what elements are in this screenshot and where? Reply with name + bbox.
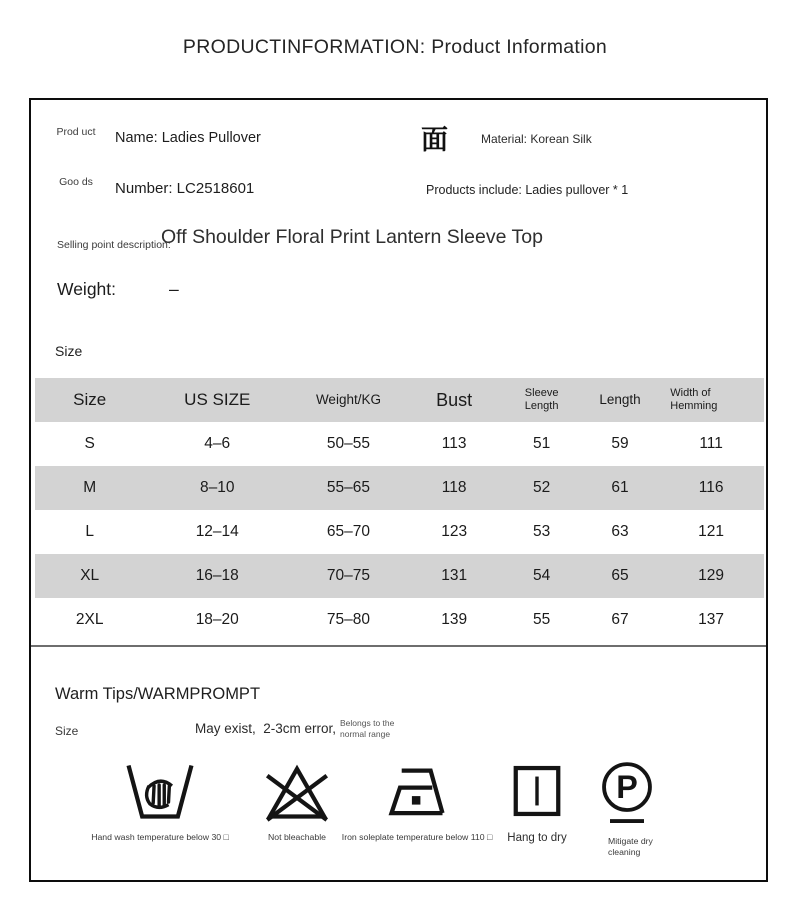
cell-size: S (84, 435, 95, 453)
col-header-width-of-hemming: Width of Hemming (670, 387, 718, 412)
care-label: Iron soleplate temperature below 110 □ (341, 832, 493, 842)
size-table-header-row (35, 378, 764, 422)
cell-bust: 123 (441, 523, 468, 541)
col-header-sleeve-length: Sleeve Length (524, 387, 559, 412)
cell-us-size: 16–18 (195, 567, 239, 585)
table-row-xl (35, 554, 764, 598)
cell-hem: 129 (698, 567, 725, 585)
cell-bust: 131 (441, 567, 468, 585)
cell-sleeve: 53 (533, 523, 551, 541)
cell-us-size: 12–14 (195, 523, 239, 541)
table-row-m (35, 466, 764, 510)
hand-wash-icon (126, 758, 194, 824)
content-frame (29, 98, 768, 882)
cell-weight: 55–65 (326, 479, 370, 497)
cell-size: M (83, 479, 97, 497)
product-number: Number: LC2518601 (115, 180, 255, 197)
warm-tips-note: May exist, 2-3cm error, (195, 721, 337, 736)
cell-weight: 75–80 (326, 611, 370, 629)
page-title: PRODUCTINFORMATION: Product Information (182, 36, 608, 58)
p-letter: P (616, 769, 638, 806)
cell-us-size: 18–20 (195, 611, 239, 629)
cell-length: 61 (611, 479, 629, 497)
product-name: Name: Ladies Pullover (115, 130, 261, 146)
cell-hem: 121 (698, 523, 725, 541)
cell-sleeve: 54 (533, 567, 551, 585)
cell-length: 59 (611, 435, 629, 453)
not-bleachable-icon (263, 758, 331, 824)
care-item-dry-clean (557, 758, 697, 868)
cell-sleeve: 52 (533, 479, 551, 497)
cell-hem: 137 (698, 611, 725, 629)
material-value: Material: Korean Silk (481, 132, 592, 146)
table-row-s (35, 422, 764, 466)
col-header-size: Size (73, 390, 107, 410)
warm-tips-size-label: Size (55, 724, 79, 738)
cell-bust: 113 (441, 435, 467, 453)
col-header-bust: Bust (436, 389, 473, 410)
cell-weight: 70–75 (326, 567, 370, 585)
care-item-not-bleachable (227, 758, 367, 868)
cell-hem: 116 (698, 479, 724, 497)
cell-us-size: 4–6 (204, 435, 231, 453)
cell-size: L (85, 523, 94, 541)
warm-tips-note-small: Belongs to the normal range (340, 718, 395, 740)
cell-hem: 111 (699, 435, 723, 453)
col-header-weight-kg: Weight/KG (315, 392, 381, 408)
weight-value: – (169, 279, 179, 299)
cell-sleeve: 51 (533, 435, 551, 453)
cell-size: 2XL (75, 611, 104, 629)
cell-size: XL (80, 567, 100, 585)
cell-weight: 65–70 (326, 523, 370, 541)
size-section-heading: Size (55, 343, 83, 359)
gentle-dry-clean-icon (593, 758, 661, 828)
cell-us-size: 8–10 (200, 479, 235, 497)
product-row-label: Prod uct (56, 126, 96, 138)
weight-label: Weight: (57, 279, 117, 299)
table-bottom-divider (31, 645, 766, 647)
size-table (35, 378, 764, 642)
table-row-2xl (35, 598, 764, 642)
warm-tips-heading: Warm Tips/WARMPROMPT (55, 685, 261, 703)
col-header-us-size: US SIZE (184, 390, 251, 410)
products-include: Products include: Ladies pullover * 1 (426, 183, 629, 197)
cell-length: 65 (611, 567, 629, 585)
cell-weight: 50–55 (326, 435, 370, 453)
care-label: Hand wash temperature below 30 □ (91, 832, 229, 842)
care-item-hand-wash (90, 758, 230, 868)
cell-bust: 118 (441, 479, 467, 497)
care-label: Mitigate dry cleaning (608, 836, 653, 858)
care-label: Not bleachable (268, 832, 326, 842)
care-label: Hang to dry (507, 832, 567, 844)
material-cjk-char: 面 (421, 125, 448, 155)
cell-bust: 139 (441, 611, 468, 629)
cell-length: 63 (611, 523, 629, 541)
col-header-length: Length (599, 392, 641, 408)
selling-point-label: Selling point description: (57, 239, 171, 251)
goods-row-label: Goo ds (59, 176, 93, 188)
care-item-iron (341, 758, 493, 868)
table-row-l (35, 510, 764, 554)
selling-point-text: Off Shoulder Floral Print Lantern Sleeve Top (161, 226, 543, 248)
iron-low-temp-icon (383, 758, 451, 824)
cell-length: 67 (611, 611, 629, 629)
cell-sleeve: 55 (533, 611, 551, 629)
